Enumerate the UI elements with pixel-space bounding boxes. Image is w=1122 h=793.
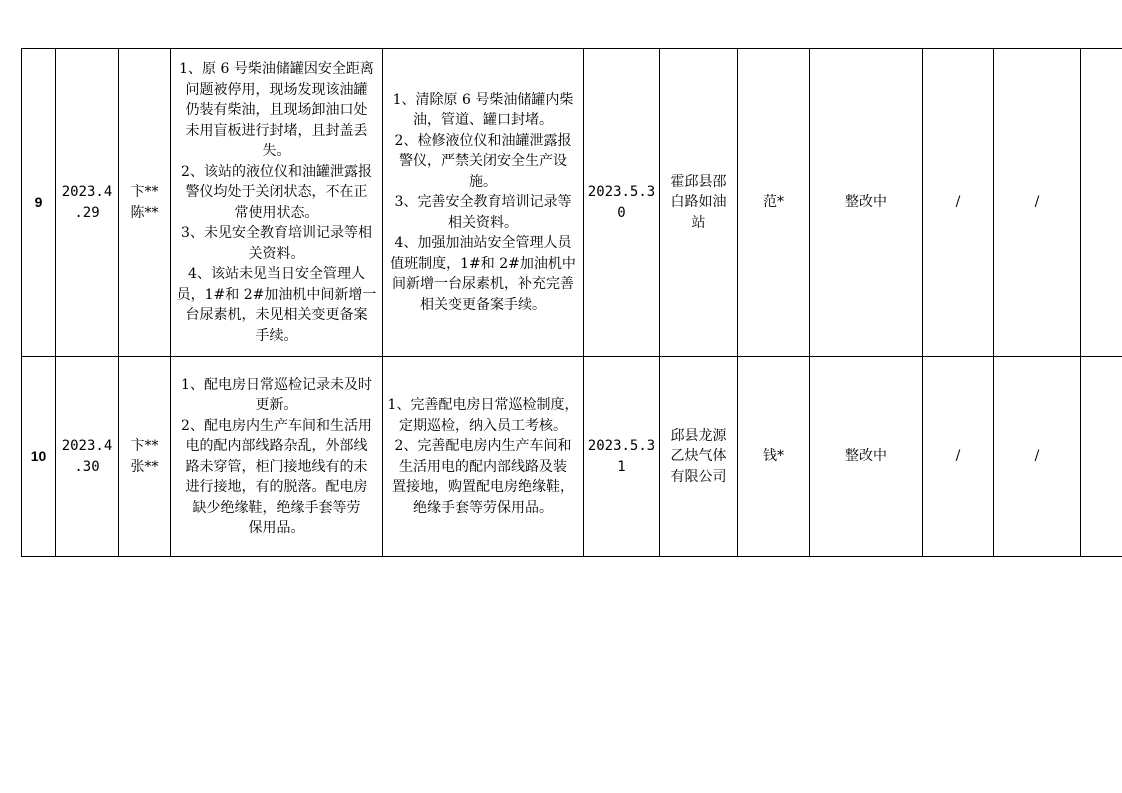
inspectors	[119, 357, 171, 557]
problem-line: 未用盲板进行封堵，且封盖丢	[185, 122, 368, 139]
problem-line: 路未穿管，柜门接地线有的未	[185, 458, 368, 475]
deadline-line: 1	[617, 458, 626, 475]
problem-line: 员，1#和 2#加油机中间新增一	[176, 286, 377, 303]
inspection-date-line: 2023.4	[61, 184, 113, 200]
measure-line: 油，管道、罐口封堵。	[413, 112, 553, 129]
measure-line: 3、完善安全教育培训记录等	[394, 194, 572, 211]
measure-line: 1、清除原 6 号柴油储罐内柴	[392, 91, 574, 108]
problem-line: 缺少绝缘鞋，绝缘手套等劳	[192, 499, 361, 516]
measure-line: 相关变更备案手续。	[420, 296, 546, 313]
problem-line: 1、原 6 号柴油储罐因安全距离	[179, 61, 374, 77]
problem-line: 3、未见安全教育培训记录等相	[181, 225, 372, 241]
rectification-measures	[383, 357, 584, 557]
problems-found	[171, 357, 383, 557]
problems-found	[171, 49, 383, 357]
inspection-date-line: 2023.4	[61, 438, 113, 454]
measure-line: 2、检修液位仪和油罐泄露报	[394, 132, 572, 149]
unit-name-line: 乙炔气体	[670, 448, 727, 465]
problem-line: 4、该站未见当日安全管理人	[188, 266, 365, 282]
row-number: 9	[22, 49, 56, 357]
extra-column-3	[1081, 357, 1122, 557]
extra-column-1: /	[923, 357, 994, 557]
measure-line: 4、加强加油站安全管理人员	[394, 235, 572, 252]
measure-line: 间新增一台尿素机，补充完善	[392, 276, 574, 293]
inspection-date-line: .30	[74, 458, 100, 475]
deadline	[584, 357, 660, 557]
deadline	[584, 49, 660, 357]
table-body	[22, 49, 1122, 557]
problem-line: 保用品。	[248, 520, 305, 536]
row-number: 10	[22, 357, 56, 557]
measure-line: 1、完善配电房日常巡检制度，	[387, 397, 579, 413]
problem-line: 台尿素机，未见相关变更备案	[185, 307, 368, 323]
measure-line: 警仪，严禁关闭安全生产设	[399, 153, 567, 170]
unit-name-line: 站	[691, 214, 706, 231]
inspection-date	[56, 49, 119, 357]
inspection-date-line: .29	[74, 204, 100, 221]
extra-column-3	[1081, 49, 1122, 357]
unit-name-line: 有限公司	[670, 468, 727, 485]
problem-line: 警仪均处于关闭状态，不在正	[185, 184, 368, 200]
measure-line: 值班制度，1#和 2#加油机中	[390, 255, 576, 272]
problem-line: 进行接地，有的脱落。配电房	[185, 479, 368, 495]
problem-line: 电的配内部线路杂乱，外部线	[185, 438, 368, 454]
table-row	[22, 357, 1122, 557]
measure-line: 绝缘手套等劳保用品。	[413, 499, 553, 516]
rectification-status: 整改中	[810, 357, 923, 557]
problem-line: 2、该站的液位仪和油罐泄露报	[181, 163, 372, 180]
unit-name	[660, 357, 738, 557]
inspectors	[119, 49, 171, 357]
inspector-name: 张**	[130, 458, 159, 475]
inspector-name: 卞**	[130, 438, 159, 454]
extra-column-2: /	[994, 49, 1081, 357]
problem-line: 常使用状态。	[234, 204, 319, 221]
problem-line: 失。	[262, 143, 291, 159]
responsible-person: 范*	[738, 49, 810, 357]
rectification-status: 整改中	[810, 49, 923, 357]
inspection-table	[21, 48, 1122, 557]
unit-name-line: 邱县龙源	[670, 427, 727, 444]
measure-line: 相关资料。	[448, 214, 518, 231]
problem-line: 关资料。	[248, 245, 305, 262]
deadline-line: 2023.5.3	[587, 438, 656, 454]
rectification-measures	[383, 49, 584, 357]
inspection-date	[56, 357, 119, 557]
table-row	[22, 49, 1122, 357]
measure-line: 置接地，购置配电房绝缘鞋，	[392, 479, 574, 495]
problem-line: 2、配电房内生产车间和生活用	[181, 417, 372, 434]
measure-line: 生活用电的配内部线路及装	[399, 458, 567, 475]
unit-name-line: 白路如油	[670, 194, 727, 211]
unit-name-line: 霍邱县邵	[670, 173, 727, 190]
deadline-line: 2023.5.3	[587, 184, 656, 200]
problem-line: 仍装有柴油，且现场卸油口处	[185, 102, 368, 118]
extra-column-2: /	[994, 357, 1081, 557]
problem-line: 手续。	[255, 327, 298, 344]
problem-line: 更新。	[255, 397, 298, 413]
responsible-person: 钱*	[738, 357, 810, 557]
inspector-name: 卞**	[130, 184, 159, 200]
measure-line: 定期巡检，纳入员工考核。	[399, 417, 567, 434]
problem-line: 1、配电房日常巡检记录未及时	[181, 376, 372, 393]
extra-column-1: /	[923, 49, 994, 357]
measure-line: 2、完善配电房内生产车间和	[394, 438, 572, 454]
problem-line: 问题被停用，现场发现该油罐	[185, 81, 368, 98]
unit-name	[660, 49, 738, 357]
inspector-name: 陈**	[130, 204, 159, 221]
deadline-line: 0	[617, 204, 626, 221]
measure-line: 施。	[469, 173, 497, 190]
